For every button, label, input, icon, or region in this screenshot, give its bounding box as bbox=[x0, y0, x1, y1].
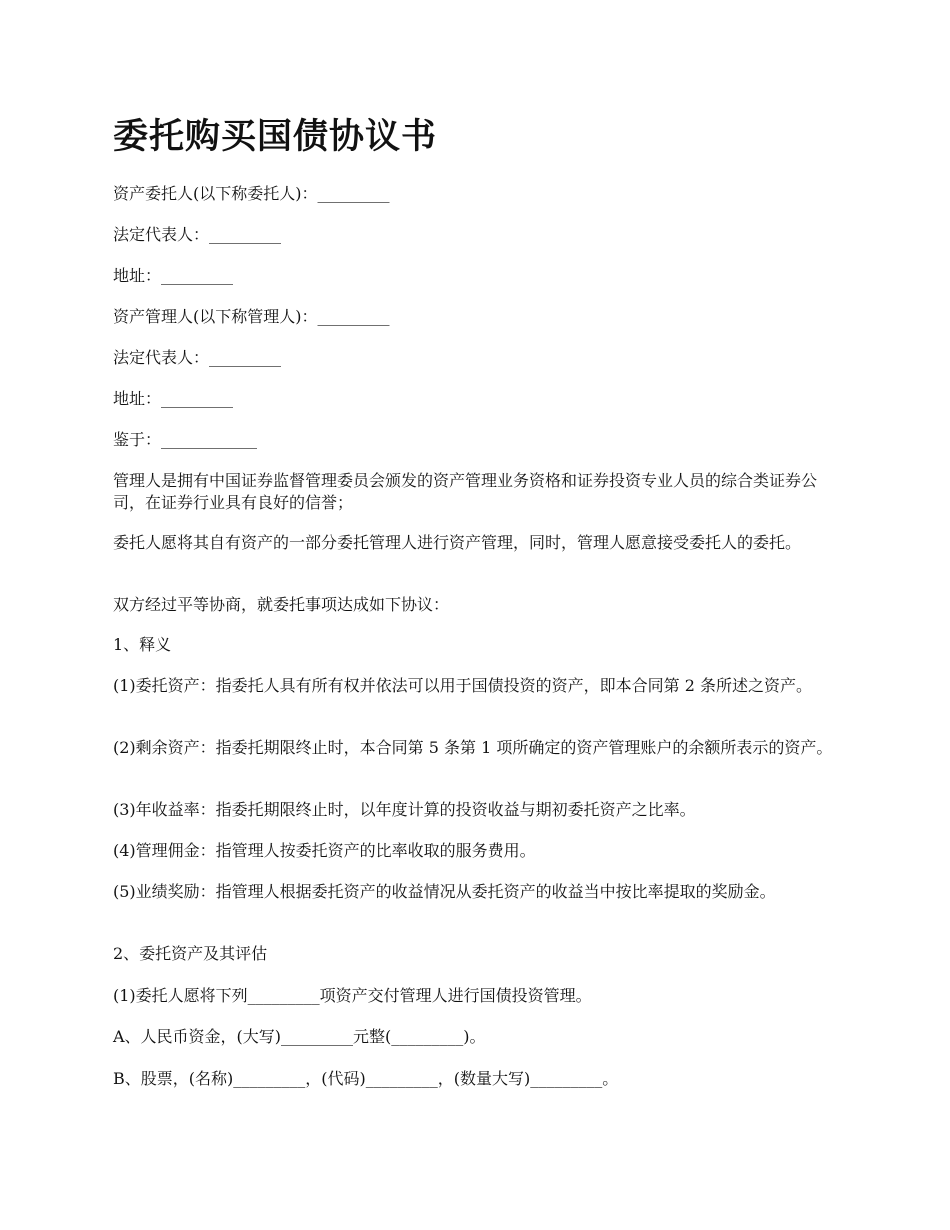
paragraph-whereas: 鉴于：____________ bbox=[113, 430, 258, 449]
definition-annual-yield: (3)年收益率：指委托期限终止时，以年度计算的投资收益与期初委托资产之比率。 bbox=[113, 800, 696, 819]
paragraph-asset-delivery: (1)委托人愿将下列_________项资产交付管理人进行国债投资管理。 bbox=[113, 986, 592, 1005]
section-heading-definitions: 1、释义 bbox=[113, 635, 172, 654]
paragraph-entrustment-intent: 委托人愿将其自有资产的一部分委托管理人进行资产管理，同时，管理人愿意接受委托人的委托。 bbox=[113, 533, 802, 552]
definition-entrusted-assets: (1)委托资产：指委托人具有所有权并依法可以用于国债投资的资产，即本合同第 2 条所述之资产。 bbox=[113, 676, 813, 695]
definition-management-commission: (4)管理佣金：指管理人按委托资产的比率收取的服务费用。 bbox=[113, 841, 536, 860]
paragraph-address-1: 地址：_________ bbox=[113, 266, 234, 285]
definition-remaining-assets: (2)剩余资产：指委托期限终止时，本合同第 5 条第 1 项所确定的资产管理账户的余额所表示的资产。 bbox=[113, 738, 833, 757]
paragraph-managing-party: 资产管理人(以下称管理人)：_________ bbox=[113, 307, 390, 326]
paragraph-address-2: 地址：_________ bbox=[113, 389, 234, 408]
definition-performance-bonus: (5)业绩奖励：指管理人根据委托资产的收益情况从委托资产的收益当中按比率提取的奖励金。 bbox=[113, 882, 776, 901]
paragraph-legal-rep-1: 法定代表人：_________ bbox=[113, 225, 282, 244]
paragraph-entrusting-party: 资产委托人(以下称委托人)：_________ bbox=[113, 184, 390, 203]
paragraph-rmb-funds: A、人民币资金，(大写)_________元整(_________)。 bbox=[113, 1027, 486, 1046]
paragraph-manager-qualification: 管理人是拥有中国证券监督管理委员会颁发的资产管理业务资格和证券投资专业人员的综合类证券公司，在证券行业具有良好的信誉； bbox=[113, 471, 818, 512]
section-heading-assets-evaluation: 2、委托资产及其评估 bbox=[113, 944, 268, 963]
paragraph-agreement-intro: 双方经过平等协商，就委托事项达成如下协议： bbox=[113, 595, 450, 614]
paragraph-legal-rep-2: 法定代表人：_________ bbox=[113, 348, 282, 367]
paragraph-stocks: B、股票，(名称)_________，(代码)_________，(数量大写)_________。 bbox=[113, 1069, 619, 1088]
document-title: 委托购买国债协议书 bbox=[113, 116, 438, 157]
